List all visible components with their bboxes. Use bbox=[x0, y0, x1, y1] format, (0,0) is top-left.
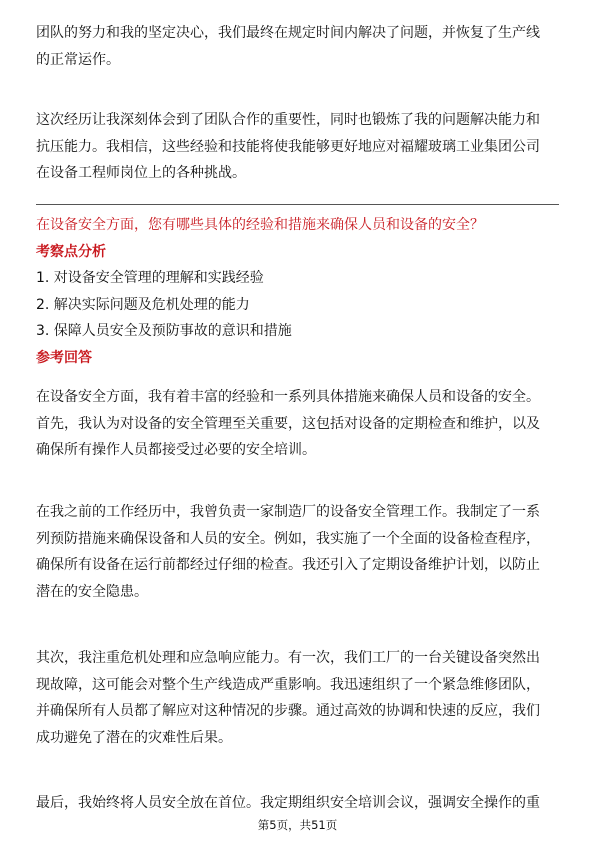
answer-paragraph-2 bbox=[36, 499, 559, 605]
intro-paragraph-2 bbox=[36, 107, 559, 187]
section-divider bbox=[36, 204, 559, 205]
analysis-point: 1. 对设备安全管理的理解和实践经验 bbox=[36, 270, 264, 286]
text-line: 抗压能力。我相信，这些经验和技能将使我能够更好地应对福耀玻璃工业集团公司 bbox=[36, 138, 540, 155]
analysis-point: 3. 保障人员安全及预防事故的意识和措施 bbox=[36, 323, 292, 339]
question-block bbox=[36, 212, 559, 371]
text-line: 这次经历让我深刻体会到了团队合作的重要性，同时也锻炼了我的问题解决能力和 bbox=[36, 112, 540, 128]
text-line: 在设备工程师岗位上的各种挑战。 bbox=[36, 165, 246, 181]
text-line: 在设备安全方面，我有着丰富的经验和一系列具体措施来确保人员和设备的安全。 bbox=[36, 389, 540, 405]
answer-paragraph-4 bbox=[36, 790, 559, 817]
text-line: 团队的努力和我的坚定决心，我们最终在规定时间内解决了问题，并恢复了生产线 bbox=[36, 25, 540, 41]
question-title: 在设备安全方面，您有哪些具体的经验和措施来确保人员和设备的安全？ bbox=[36, 217, 484, 233]
text-line: 其次，我注重危机处理和应急响应能力。有一次，我们工厂的一台关键设备突然出 bbox=[36, 650, 540, 666]
intro-paragraph-1 bbox=[36, 20, 559, 73]
answer-label: 参考回答 bbox=[36, 349, 92, 366]
text-line: 并确保所有人员都了解应对这种情况的步骤。通过高效的协调和快速的反应，我们 bbox=[36, 703, 540, 719]
document-page bbox=[36, 0, 559, 842]
text-line: 现故障，这可能会对整个生产线造成严重影响。我迅速组织了一个紧急维修团队， bbox=[36, 676, 540, 693]
answer-paragraph-3 bbox=[36, 645, 559, 751]
text-line: 列预防措施来确保设备和人员的安全。例如，我实施了一个全面的设备检查程序， bbox=[36, 530, 540, 547]
text-line: 首先，我认为对设备的安全管理至关重要，这包括对设备的定期检查和维护，以及 bbox=[36, 415, 540, 432]
text-line: 确保所有设备在运行前都经过仔细的检查。我还引入了定期设备维护计划，以防止 bbox=[36, 557, 540, 573]
text-line: 确保所有操作人员都接受过必要的安全培训。 bbox=[36, 442, 316, 458]
text-line: 成功避免了潜在的灾难性后果。 bbox=[36, 729, 232, 746]
page-number: 第5页，共51页 bbox=[257, 818, 338, 832]
analysis-label: 考察点分析 bbox=[36, 243, 106, 260]
text-line: 最后，我始终将人员安全放在首位。我定期组织安全培训会议，强调安全操作的重 bbox=[36, 795, 540, 811]
text-line: 的正常运作。 bbox=[36, 51, 120, 68]
text-line: 在我之前的工作经历中，我曾负责一家制造厂的设备安全管理工作。我制定了一系 bbox=[36, 504, 540, 520]
analysis-point: 2. 解决实际问题及危机处理的能力 bbox=[36, 296, 250, 313]
answer-paragraph-1 bbox=[36, 384, 559, 464]
text-line: 潜在的安全隐患。 bbox=[36, 583, 148, 600]
